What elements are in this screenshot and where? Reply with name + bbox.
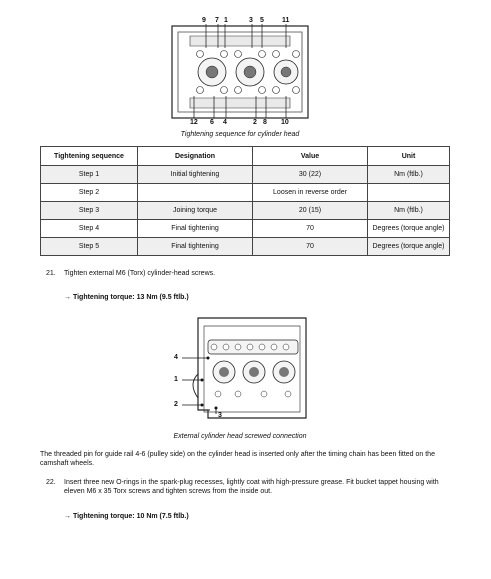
col-header-designation: Designation	[138, 147, 253, 166]
col-header-unit: Unit	[368, 147, 450, 166]
external-screw-figure	[168, 314, 310, 430]
bolt-label-6: 6	[210, 119, 214, 126]
table-row: Step 2 Loosen in reverse order	[41, 184, 450, 202]
step-21-torque: → Tightening torque: 13 Nm (9.5 ftlb.)	[64, 294, 189, 301]
step-22-torque: → Tightening torque: 10 Nm (7.5 ftlb.)	[64, 513, 189, 520]
bolt-label-3: 3	[249, 17, 253, 24]
bolt-label-8: 8	[263, 119, 267, 126]
tightening-table	[40, 146, 450, 256]
bolt-label-9: 9	[202, 17, 206, 24]
bolt-label-2: 2	[253, 119, 257, 126]
bolt-label-12: 12	[190, 119, 198, 126]
table-row: Step 4 Final tightening 70 Degrees (torque angle)	[41, 220, 450, 238]
step-21-text: Tighten external M6 (Torx) cylinder-head screws.	[64, 270, 216, 277]
bolt-label-7: 7	[215, 17, 219, 24]
screw-label-1: 1	[174, 376, 178, 383]
table-row: Step 1 Initial tightening 30 (22) Nm (ftlb.)	[41, 166, 450, 184]
guide-rail-note: The threaded pin for guide rail 4-6 (pulley side) on the cylinder head is inserted only after the timing chain has been fitted on the camshaft wheels.	[40, 451, 435, 467]
table-row: Step 5 Final tightening 70 Degrees (torque angle)	[41, 238, 450, 256]
figure2-caption: External cylinder head screwed connection	[173, 433, 307, 440]
step-22-text: Insert three new O-rings in the spark-plug recesses, lightly coat with high-pressure grease. Fit bucket tappet housing with eleven M6 x 35 Torx screws and tighten screws from the inside out.	[64, 479, 439, 495]
step-21-number: 21.	[46, 270, 56, 277]
bolt-label-10: 10	[281, 119, 289, 126]
cylinder-head-drawing	[170, 14, 310, 134]
bolt-label-5: 5	[260, 17, 264, 24]
screw-label-2: 2	[174, 401, 178, 408]
table-row: Step 3 Joining torque 20 (15) Nm (ftlb.)	[41, 202, 450, 220]
bolt-label-11: 11	[282, 17, 290, 24]
col-header-value: Value	[253, 147, 368, 166]
bolt-label-1: 1	[224, 17, 228, 24]
bolt-label-4: 4	[223, 119, 227, 126]
cylinder-head-figure	[170, 14, 310, 134]
figure1-caption: Tightening sequence for cylinder head	[180, 131, 300, 138]
screw-label-4: 4	[174, 354, 178, 361]
screw-label-3: 3	[218, 412, 222, 419]
step-22-number: 22.	[46, 479, 56, 486]
external-screw-drawing	[168, 314, 310, 430]
col-header-sequence: Tightening sequence	[41, 147, 138, 166]
